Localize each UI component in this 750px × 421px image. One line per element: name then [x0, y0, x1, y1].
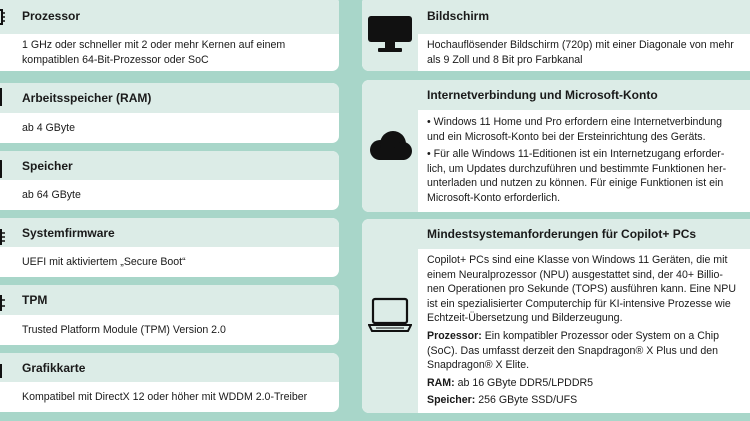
card-text: ab 64 GByte: [22, 188, 81, 201]
card-body: [418, 112, 750, 212]
card-title: Systemfirmware: [0, 218, 339, 247]
card-text: Hochauflösender Bildschirm (720p) mit einer Diagonale von mehr als 9 Zoll und 8 Bit pro Farbkanal: [427, 39, 734, 66]
intro-text: Copilot+ PCs sind eine Klasse von Windows 11 Geräten, die mit einem Neuralprozessor (NPU) ausgestattet sind, der 40+ Billio-nen Operationen pro Sekunde (TOPS) ausführen kann. Eine NPU ist ein spezialisierter Computerchip für KI-intensive Prozesse wie Echtzeit-Übersetzung und Bilderzeugung.: [427, 254, 736, 325]
icon-panel: [362, 0, 418, 71]
label: RAM:: [427, 376, 455, 389]
storage-drive-icon: [0, 160, 6, 178]
card-text: Trusted Platform Module (TPM) Version 2.0: [22, 323, 226, 336]
requirement-card-firmware: [0, 218, 339, 277]
card-text: UEFI mit aktiviertem „Secure Boot“: [22, 255, 186, 268]
bullet-item: • Für alle Windows 11-Editionen ist ein Internetzugang erforder-lich, um Updates durchzuführen und bestimmte Funktionen her-unterladen und nutzen zu können. Für einige Funktionen ist ein Microsoft-Konto erforderlich.: [427, 148, 727, 204]
requirement-card-internet: [362, 80, 750, 212]
icon-panel: [362, 219, 418, 413]
value: 256 GByte SSD/UFS: [475, 394, 578, 407]
card-title: Prozessor: [0, 0, 339, 34]
graphics-card-icon: [0, 362, 6, 380]
storage-requirement: [427, 393, 738, 408]
tpm-chip-icon: [0, 294, 6, 312]
card-title: Mindestsystemanforderungen für Copilot+ PCs: [418, 219, 750, 249]
requirement-card-graphics: [0, 353, 339, 412]
card-title: Bildschirm: [418, 0, 750, 34]
card-title: Arbeitsspeicher (RAM): [0, 83, 339, 113]
requirement-card-tpm: [0, 285, 339, 345]
label: Speicher:: [427, 394, 476, 407]
card-title: Internetverbindung und Microsoft-Konto: [418, 80, 750, 110]
requirement-card-display: [362, 0, 750, 71]
requirement-card-storage: [0, 151, 339, 210]
ram-module-icon: [0, 88, 6, 106]
requirement-card-ram: [0, 83, 339, 143]
ram-requirement: [427, 376, 738, 391]
value: Ein kompatibler Prozessor oder System on a Chip (SoC). Das umfasst derzeit den Snapdragon® X Plus und den Snapdragon® X Elite.: [427, 329, 720, 372]
monitor-icon: [368, 14, 412, 54]
cpu-chip-icon: [0, 8, 6, 26]
processor-requirement: [427, 329, 738, 373]
card-title: TPM: [0, 285, 339, 315]
label: Prozessor:: [427, 329, 482, 342]
value: ab 16 GByte DDR5/LPDDR5: [454, 376, 594, 389]
requirement-card-copilot: [362, 219, 750, 413]
laptop-icon: [368, 297, 412, 335]
card-text: Kompatibel mit DirectX 12 oder höher mit WDDM 2.0-Treiber: [22, 390, 308, 403]
icon-panel: [362, 80, 418, 212]
requirement-card-processor: [0, 0, 339, 71]
card-title: Speicher: [0, 151, 339, 180]
cloud-icon: [367, 131, 413, 161]
firmware-chip-icon: [0, 228, 6, 246]
card-body: [418, 251, 750, 413]
card-text: ab 4 GByte: [22, 121, 75, 134]
bullet-item: • Windows 11 Home und Pro erfordern eine Internetverbindung und ein Microsoft-Konto bei der Ersteinrichtung des Geräts.: [427, 116, 723, 143]
card-title: Grafikkarte: [0, 353, 339, 382]
card-text: 1 GHz oder schneller mit 2 oder mehr Kernen auf einem kompatiblen 64-Bit-Prozessor oder SoC: [22, 38, 286, 66]
